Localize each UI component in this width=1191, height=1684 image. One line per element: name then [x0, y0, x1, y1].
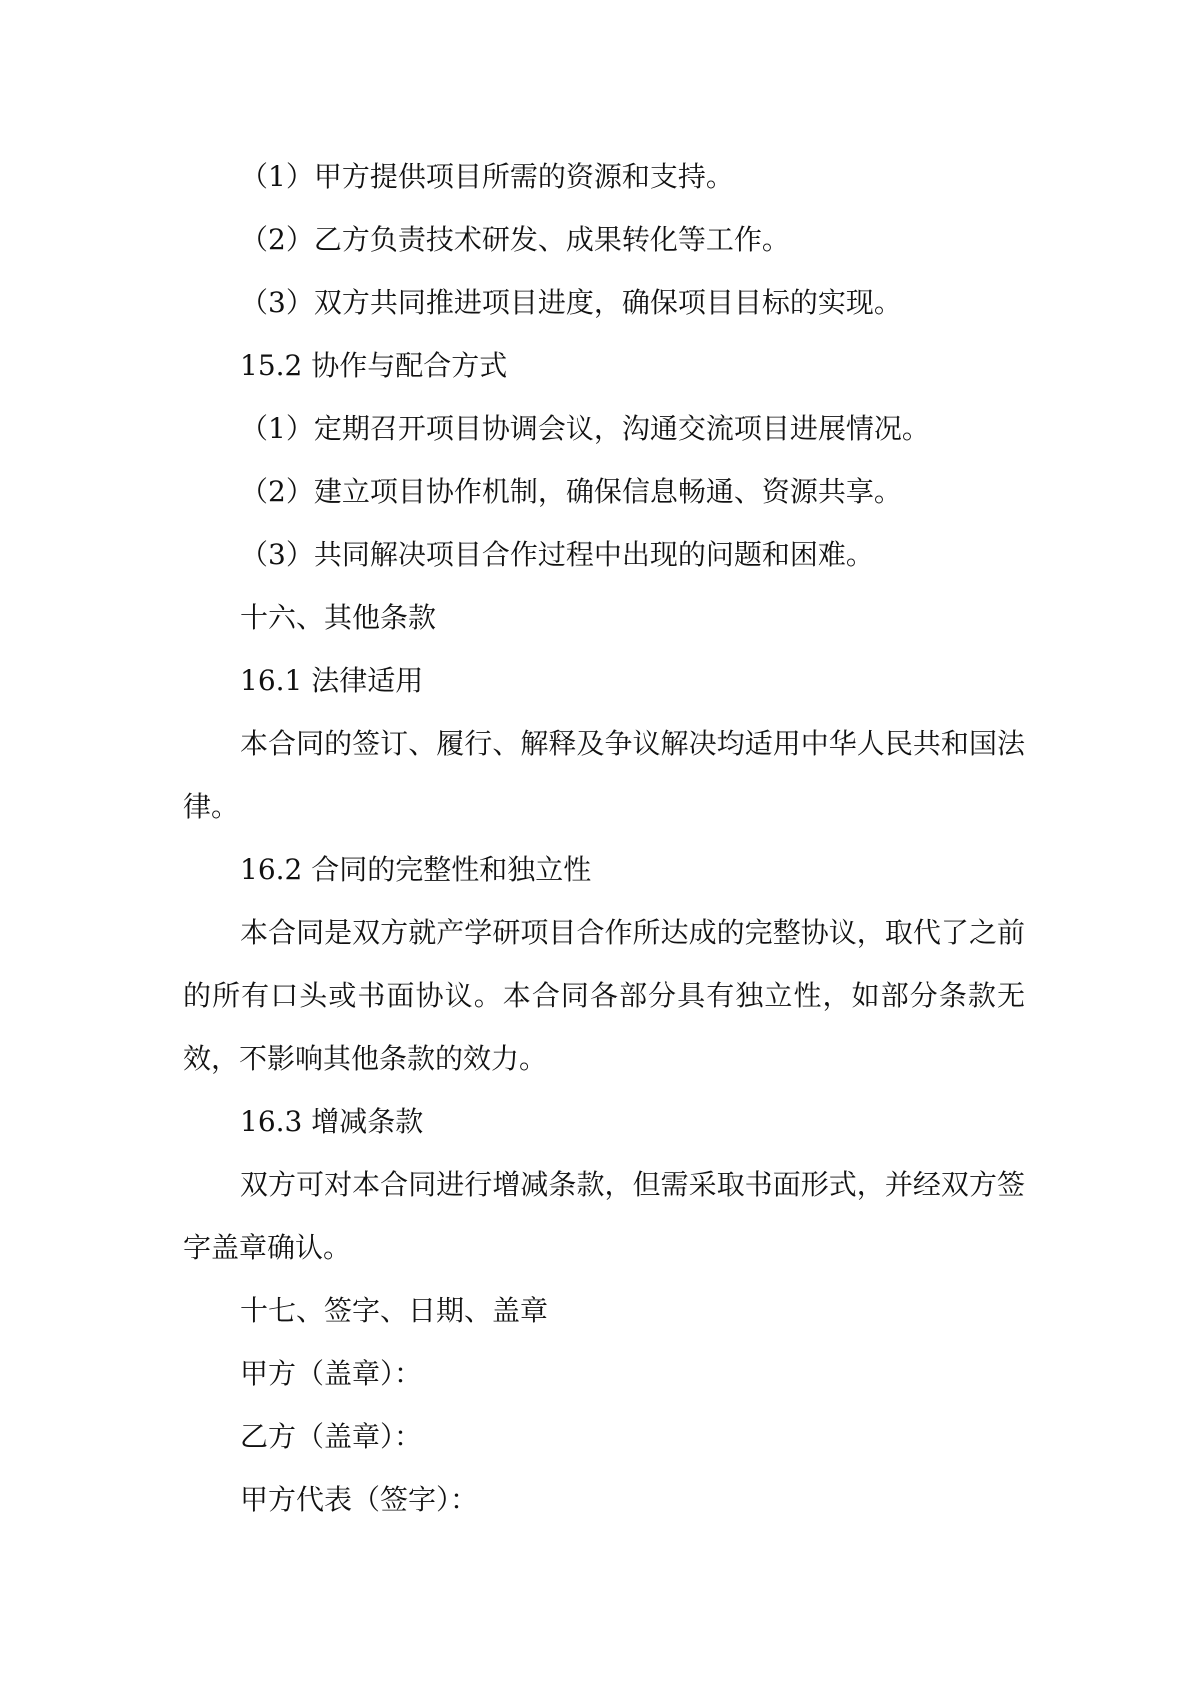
- heading-16-1: 16.1 法律适用: [240, 664, 424, 697]
- paragraph-law: 本合同的签订、履行、解释及争议解决均适用中华人民共和国法律。: [183, 727, 1025, 823]
- document-body: [183, 145, 1025, 1531]
- clause-15-2-item-1: （1）定期召开项目协调会议，沟通交流项目进展情况。: [240, 412, 930, 445]
- paragraph-integrity: 本合同是双方就产学研项目合作所达成的完整协议，取代了之前的所有口头或书面协议。本合同各部分具有独立性，如部分条款无效，不影响其他条款的效力。: [183, 916, 1025, 1075]
- clause-15-1-item-1: （1）甲方提供项目所需的资源和支持。: [240, 160, 734, 193]
- clause-15-1-item-3: （3）双方共同推进项目进度，确保项目目标的实现。: [240, 286, 902, 319]
- party-a-seal-label: 甲方（盖章）：: [240, 1357, 423, 1390]
- paragraph-amend: 双方可对本合同进行增减条款，但需采取书面形式，并经双方签字盖章确认。: [183, 1168, 1025, 1264]
- clause-15-2-item-2: （2）建立项目协作机制，确保信息畅通、资源共享。: [240, 475, 902, 508]
- party-b-seal-label: 乙方（盖章）：: [240, 1420, 423, 1453]
- heading-15-2: 15.2 协作与配合方式: [240, 349, 508, 382]
- party-a-rep-label: 甲方代表（签字）：: [240, 1483, 479, 1516]
- heading-17: 十七、签字、日期、盖章: [240, 1294, 549, 1327]
- heading-16-2: 16.2 合同的完整性和独立性: [240, 853, 592, 886]
- clause-15-2-item-3: （3）共同解决项目合作过程中出现的问题和困难。: [240, 538, 874, 571]
- heading-16: 十六、其他条款: [240, 601, 437, 634]
- heading-16-3: 16.3 增减条款: [240, 1105, 424, 1138]
- clause-15-1-item-2: （2）乙方负责技术研发、成果转化等工作。: [240, 223, 790, 256]
